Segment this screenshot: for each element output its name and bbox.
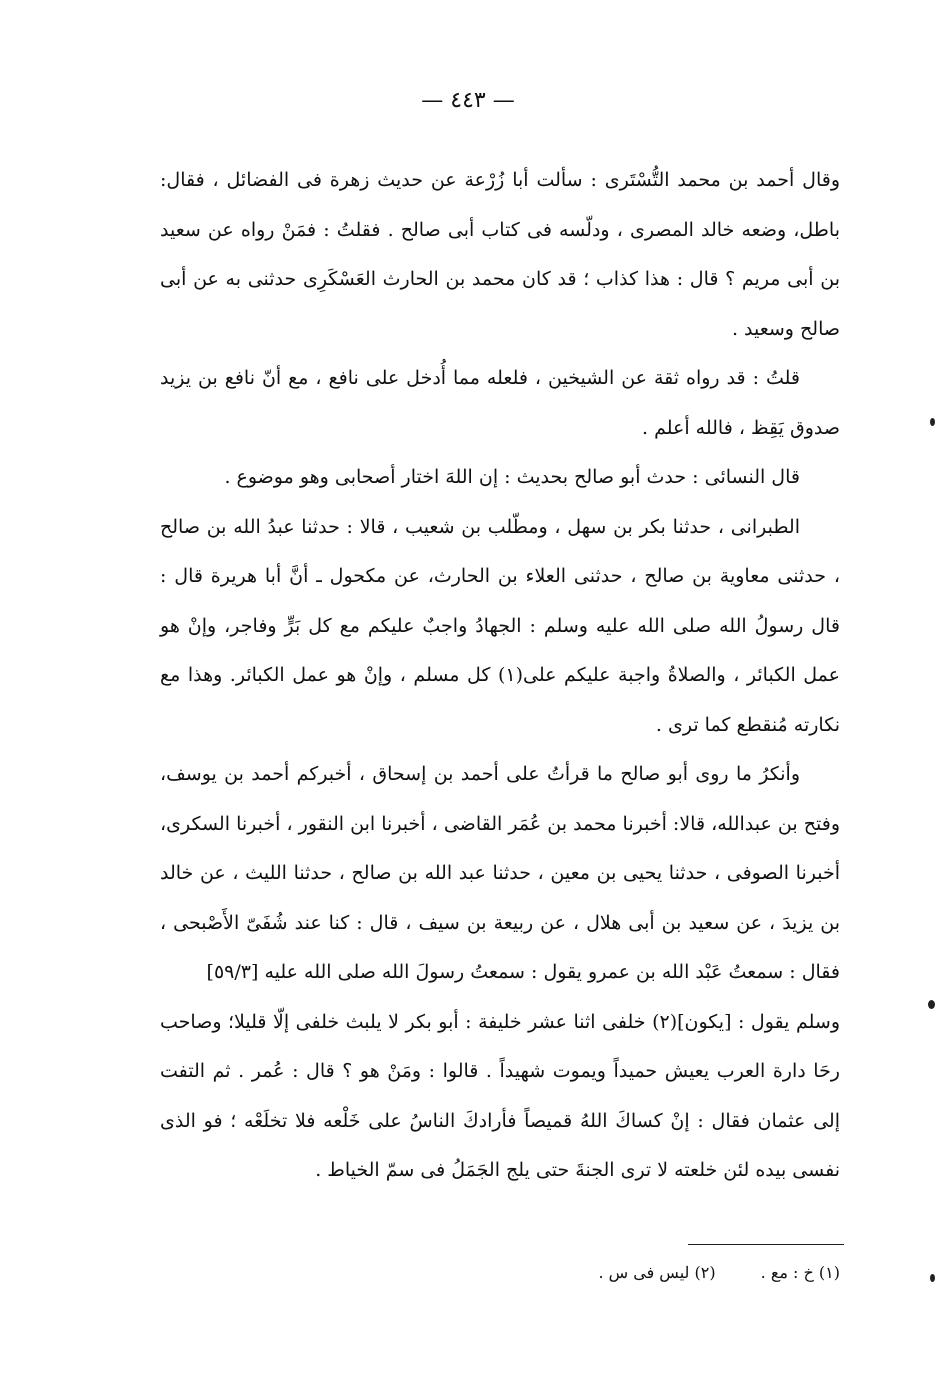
main-text [160, 156, 840, 1196]
footnote-divider [688, 1244, 844, 1245]
footnote-1: (١) خ : مع . [760, 1263, 840, 1282]
paragraph-twelve-caliphs: وسلم يقول : [يكون](٢) خلفى اثنا عشر خليفة : أبو بكر لا يلبث خلفى إلّا قليلا؛ وصاحب رحَا دارة العرب يعيش حميداً ويموت شهيداً . قالوا : ومَنْ هو ؟ قال : عُمر . ثم التفت إلى عثمان فقال : إنْ كساكَ اللهُ قميصاً فأرادكَ الناسُ على خَلْعه فلا تخلَعْه ؛ فو الذى نفسى بيده لئن خلعته لا ترى الجنةَ حتى يلج الجَمَلُ فى سمّ الخياط . [160, 1010, 840, 1181]
scan-mark-dot [930, 418, 935, 426]
scan-mark-dot [930, 1274, 935, 1282]
paragraph-munkar-text: وأنكرُ ما روى أبو صالح ما قرأتُ على أحمد بن إسحاق ، أخبركم أحمد بن يوسف، وفتح بن عبدالله، قالا: أخبرنا محمد بن عُمَر القاضى ، أخبرنا ابن النقور ، أخبرنا السكرى، أخبرنا الصوفى ، حدثنا يحيى بن معين ، حدثنا عبد الله بن صالح ، حدثنا الليث ، عن خالد بن يزيدَ ، عن سعيد بن أبى هلال ، عن ربيعة بن سيف ، قال : كنا عند شُفَىّ الأَصْبحى ، فقال : سمعتُ عَبْد الله بن عمرو يقول : سمعتُ رسولَ الله صلى الله عليه [160, 763, 840, 983]
paragraph-author-note: قلتُ : قد رواه ثقة عن الشيخين ، فلعله مما أُدخل على نافع ، مع أنّ نافع بن يزيد صدوق يَقِظ ، فالله أعلم . [160, 367, 840, 439]
footnotes [480, 1260, 840, 1286]
paragraph-zahra-hadith: وقال أحمد بن محمد التُّسْتَرى : سألت أبا زُرْعة عن حديث زهرة فى الفضائل ، فقال: باطل، وضعه خالد المصرى ، ودلّسه فى كتاب أبى صالح . فقلتُ : فمَنْ رواه عن سعيد بن أبى مريم ؟ قال : هذا كذاب ؛ قد كان محمد بن الحارث العَسْكَرِى حدثنى به عن أبى صالح وسعيد . [160, 169, 840, 340]
paragraph-nasai: قال النسائى : حدث أبو صالح بحديث : إن اللهَ اختار أصحابى وهو موضوع . [224, 466, 800, 488]
margin-reference: [٥٩/٣] [206, 961, 259, 983]
paragraph-tabarani: الطبرانى ، حدثنا بكر بن سهل ، ومطّلب بن شعيب ، قالا : حدثنا عبدُ الله بن صالح ، حدثنى معاوية بن صالح ، حدثنى العلاء بن الحارث، عن مكحول ـ أنَّ أبا هريرة قال : قال رسولُ الله صلى الله عليه وسلم : الجهادُ واجبٌ عليكم مع كل بَرٍّ وفاجر، وإنْ هو عمل الكبائر ، والصلاةُ واجبة عليكم على(١) كل مسلم ، وإنْ هو عمل الكبائر. وهذا مع نكارته مُنقطع كما ترى . [160, 515, 840, 736]
footnote-2: (٢) ليس فى س . [598, 1263, 716, 1282]
scan-mark-dot [928, 1000, 935, 1009]
page-number: — ٤٤٣ — [421, 88, 515, 113]
paragraph-munkar-hadith [160, 750, 840, 998]
